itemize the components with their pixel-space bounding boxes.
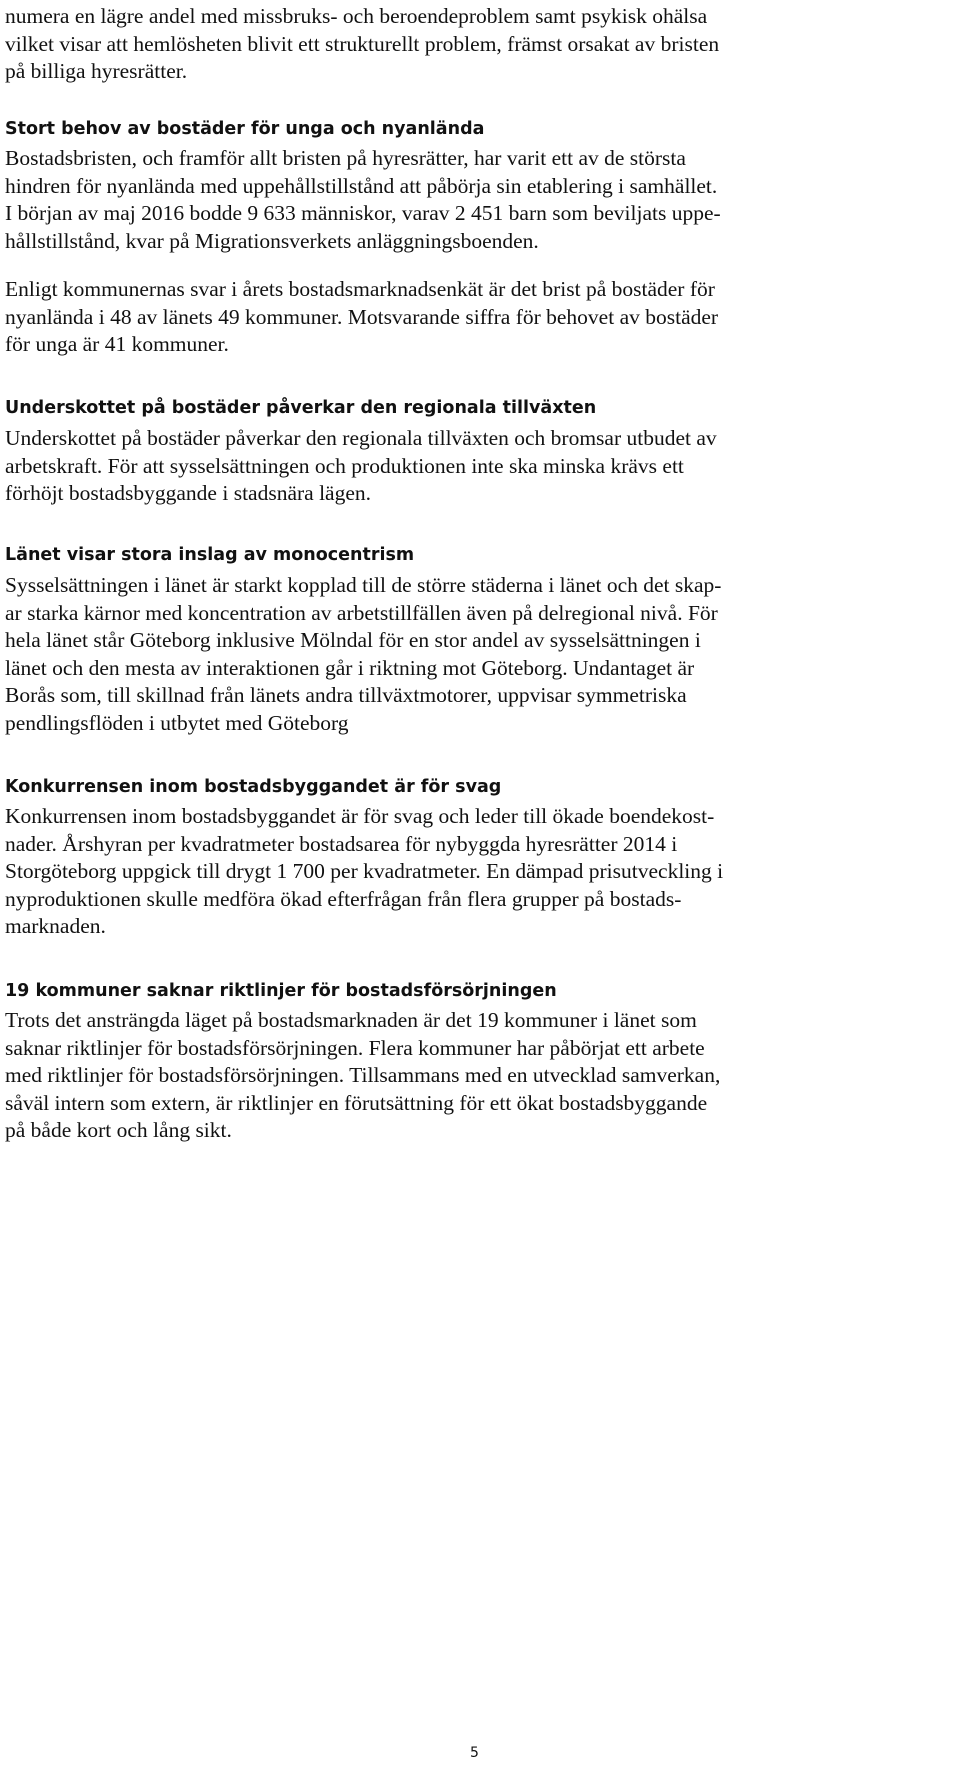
text-line: nyproduktionen skulle medföra ökad efterfrågan från flera grupper på bostads- [5, 886, 682, 911]
text-line: Konkurrensen inom bostadsbyggandet är för svag och leder till ökade boendekost- [5, 804, 715, 828]
section-paragraph [5, 425, 955, 508]
text-line: Storgöteborg uppgick till drygt 1 700 per kvadratmeter. En dämpad prisutveckling i [5, 859, 724, 883]
page-number: 5 [470, 1745, 479, 1761]
section-paragraph [5, 145, 955, 255]
section-heading-underskottet: Underskottet på bostäder påverkar den regionala tillväxten [5, 398, 597, 418]
text-line: ar starka kärnor med koncentration av arbetstillfällen även på delregional nivå. För [5, 600, 718, 625]
text-line: för unga är 41 kommuner. [5, 332, 229, 356]
text-line: förhöjt bostadsbyggande i stadsnära lägen. [5, 481, 372, 505]
text-line: Sysselsättningen i länet är starkt kopplad till de större städerna i länet och det skap- [5, 573, 722, 597]
section-heading-monocentrism: Länet visar stora inslag av monocentrism [5, 545, 415, 565]
text-line: hela länet står Göteborg inklusive Mölndal för en stor andel av sysselsättningen i [5, 628, 701, 652]
section-paragraph [5, 803, 955, 941]
text-line: på både kort och lång sikt. [5, 1118, 232, 1142]
intro-paragraph [5, 3, 955, 86]
text-line: numera en lägre andel med missbruks- och beroendeproblem samt psykisk ohälsa [5, 4, 708, 28]
text-line: Underskottet på bostäder påverkar den regionala tillväxten och bromsar utbudet av [5, 426, 717, 450]
text-line: arbetskraft. För att sysselsättningen och produktionen inte ska minska krävs ett [5, 453, 684, 478]
section-paragraph [5, 1007, 955, 1145]
text-line: hållstillstånd, kvar på Migrationsverkets anläggningsboenden. [5, 228, 539, 253]
text-line: Borås som, till skillnad från länets andra tillväxtmotorer, uppvisar symmetriska [5, 683, 687, 707]
text-line: på billiga hyresrätter. [5, 59, 188, 83]
text-line: med riktlinjer för bostadsförsörjningen. Tillsammans med en utvecklad samverkan, [5, 1063, 721, 1087]
text-line: Trots det ansträngda läget på bostadsmarknaden är det 19 kommuner i länet som [5, 1008, 697, 1032]
text-line: vilket visar att hemlösheten blivit ett strukturellt problem, främst orsakat av bristen [5, 31, 720, 56]
text-line: länet och den mesta av interaktionen går i riktning mot Göteborg. Undantaget är [5, 655, 695, 680]
section-paragraph [5, 276, 955, 359]
text-line: nyanlända i 48 av länets 49 kommuner. Motsvarande siffra för behovet av bostäder [5, 304, 719, 329]
text-line: I början av maj 2016 bodde 9 633 människor, varav 2 451 barn som beviljats uppe- [5, 201, 721, 225]
text-line: såväl intern som extern, är riktlinjer en förutsättning för ett ökat bostadsbyggande [5, 1090, 708, 1115]
text-line: Enligt kommunernas svar i årets bostadsmarknadsenkät är det brist på bostäder för [5, 277, 715, 301]
text-line: nader. Årshyran per kvadratmeter bostadsarea för nybyggda hyresrätter 2014 i [5, 831, 678, 856]
section-heading-stort-behov: Stort behov av bostäder för unga och nyanlända [5, 119, 485, 139]
text-line: Bostadsbristen, och framför allt bristen på hyresrätter, har varit ett av de största [5, 146, 686, 170]
text-line: marknaden. [5, 914, 106, 938]
text-line: pendlingsflöden i utbytet med Göteborg [5, 710, 349, 735]
section-paragraph [5, 572, 955, 737]
text-line: saknar riktlinjer för bostadsförsörjningen. Flera kommuner har påbörjat ett arbete [5, 1035, 705, 1060]
text-line: hindren för nyanlända med uppehållstillstånd att påbörja sin etablering i samhället. [5, 173, 718, 198]
section-heading-riktlinjer: 19 kommuner saknar riktlinjer för bostadsförsörjningen [5, 981, 557, 1001]
section-heading-konkurrensen: Konkurrensen inom bostadsbyggandet är för svag [5, 777, 502, 797]
